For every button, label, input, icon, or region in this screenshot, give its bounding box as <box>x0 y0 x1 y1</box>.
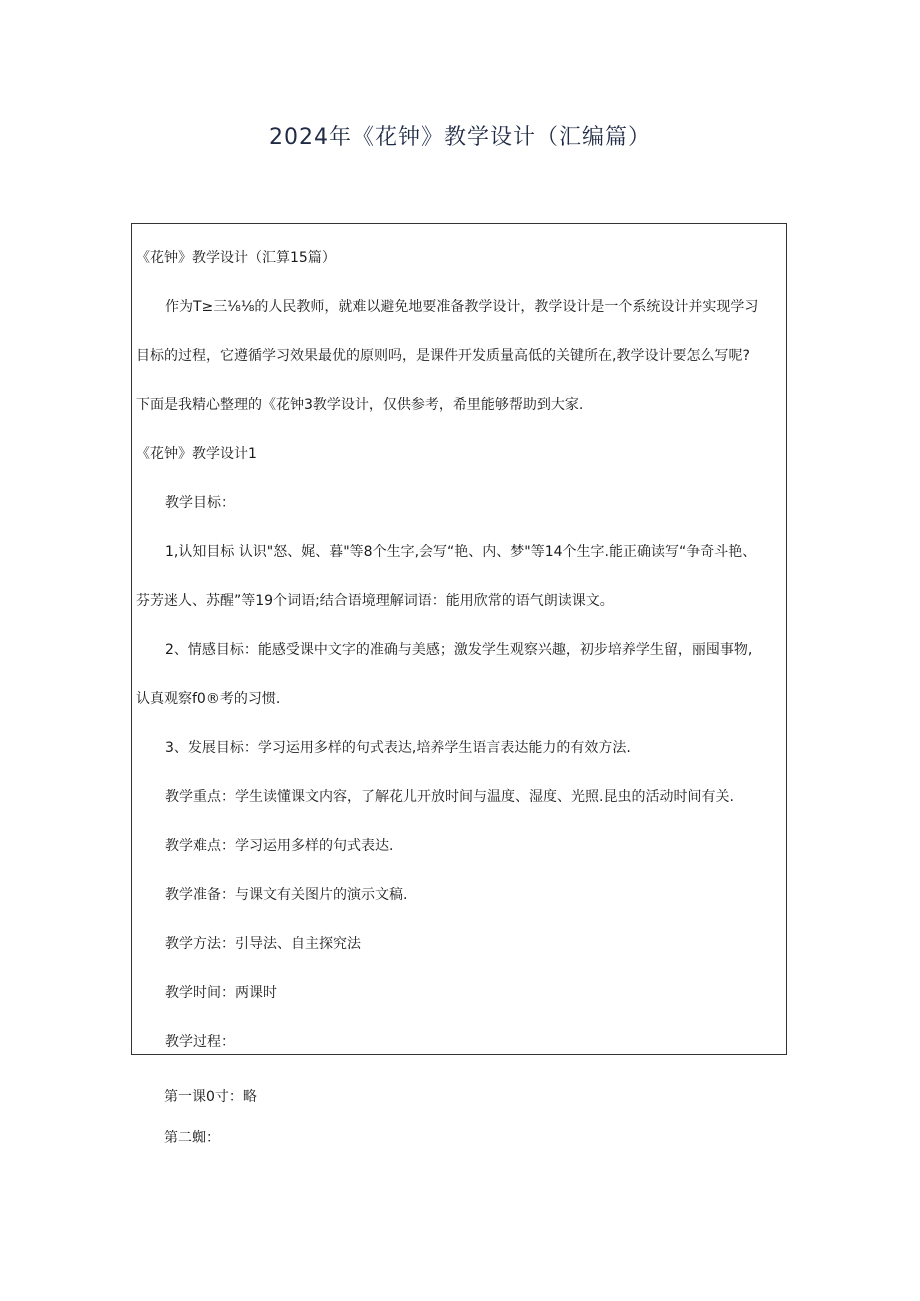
intro-paragraph-line-2: 目标的过程，它遵循学习效果最优的原则吗，是课件开发质量高低的关键所在,教学设计要怎么写呢? <box>136 348 750 364</box>
goal-2-line-1: 2、情感目标：能感受课中文字的准确与美感；激发学生观察兴趣，初步培养学生留，丽囤事物, <box>165 642 753 658</box>
second-lesson-line: 第二蜘： <box>164 1130 220 1146</box>
teaching-time: 教学时间：两课时 <box>165 985 277 1001</box>
intro-paragraph-line-1: 作为T≥三⅛⅛的人民教师，就难以避免地要准备教学设计，教学设计是一个系统设计并实现学习 <box>165 299 759 315</box>
teaching-focus: 教学重点：学生读懂课文内容，了解花儿开放时间与温度、湿度、光照.昆虫的活动时间有关. <box>165 789 734 805</box>
lesson-heading: 《花钟》教学设计1 <box>136 446 257 462</box>
document-title: 2024年《花钟》教学设计（汇编篇） <box>269 125 651 150</box>
first-lesson-line: 第一课0寸：略 <box>164 1089 257 1105</box>
teaching-process-label: 教学过程： <box>165 1034 235 1050</box>
teaching-goals-label: 教学目标： <box>165 495 235 511</box>
intro-paragraph-line-3: 下面是我精心整理的《花钟3教学设计，仅供参考，希里能够帮助到大家. <box>136 397 584 413</box>
teaching-difficulty: 教学难点：学习运用多样的句式表达. <box>165 838 394 854</box>
goal-1-line-1: 1,认知目标 认识"怒、娓、暮"等8个生字,会写“艳、内、梦"等14个生字.能正确读写“争奇斗艳、 <box>165 544 757 560</box>
section-heading: 《花钟》教学设计（汇算15篇） <box>136 250 336 266</box>
goal-2-line-2: 认真观察f0®考的习惯. <box>136 691 281 707</box>
teaching-preparation: 教学准备：与课文有关图片的演示文稿. <box>165 887 408 903</box>
content-box <box>131 223 787 1055</box>
teaching-method: 教学方法：引导法、自主探究法 <box>165 936 361 952</box>
goal-1-line-2: 芬芳迷人、苏醒”等19个词语;结合语境理解词语：能用欣常的语气朗读课文。 <box>136 593 614 609</box>
goal-3: 3、发展目标：学习运用多样的句式表达,培养学生语言表达能力的有效方法. <box>165 740 631 756</box>
